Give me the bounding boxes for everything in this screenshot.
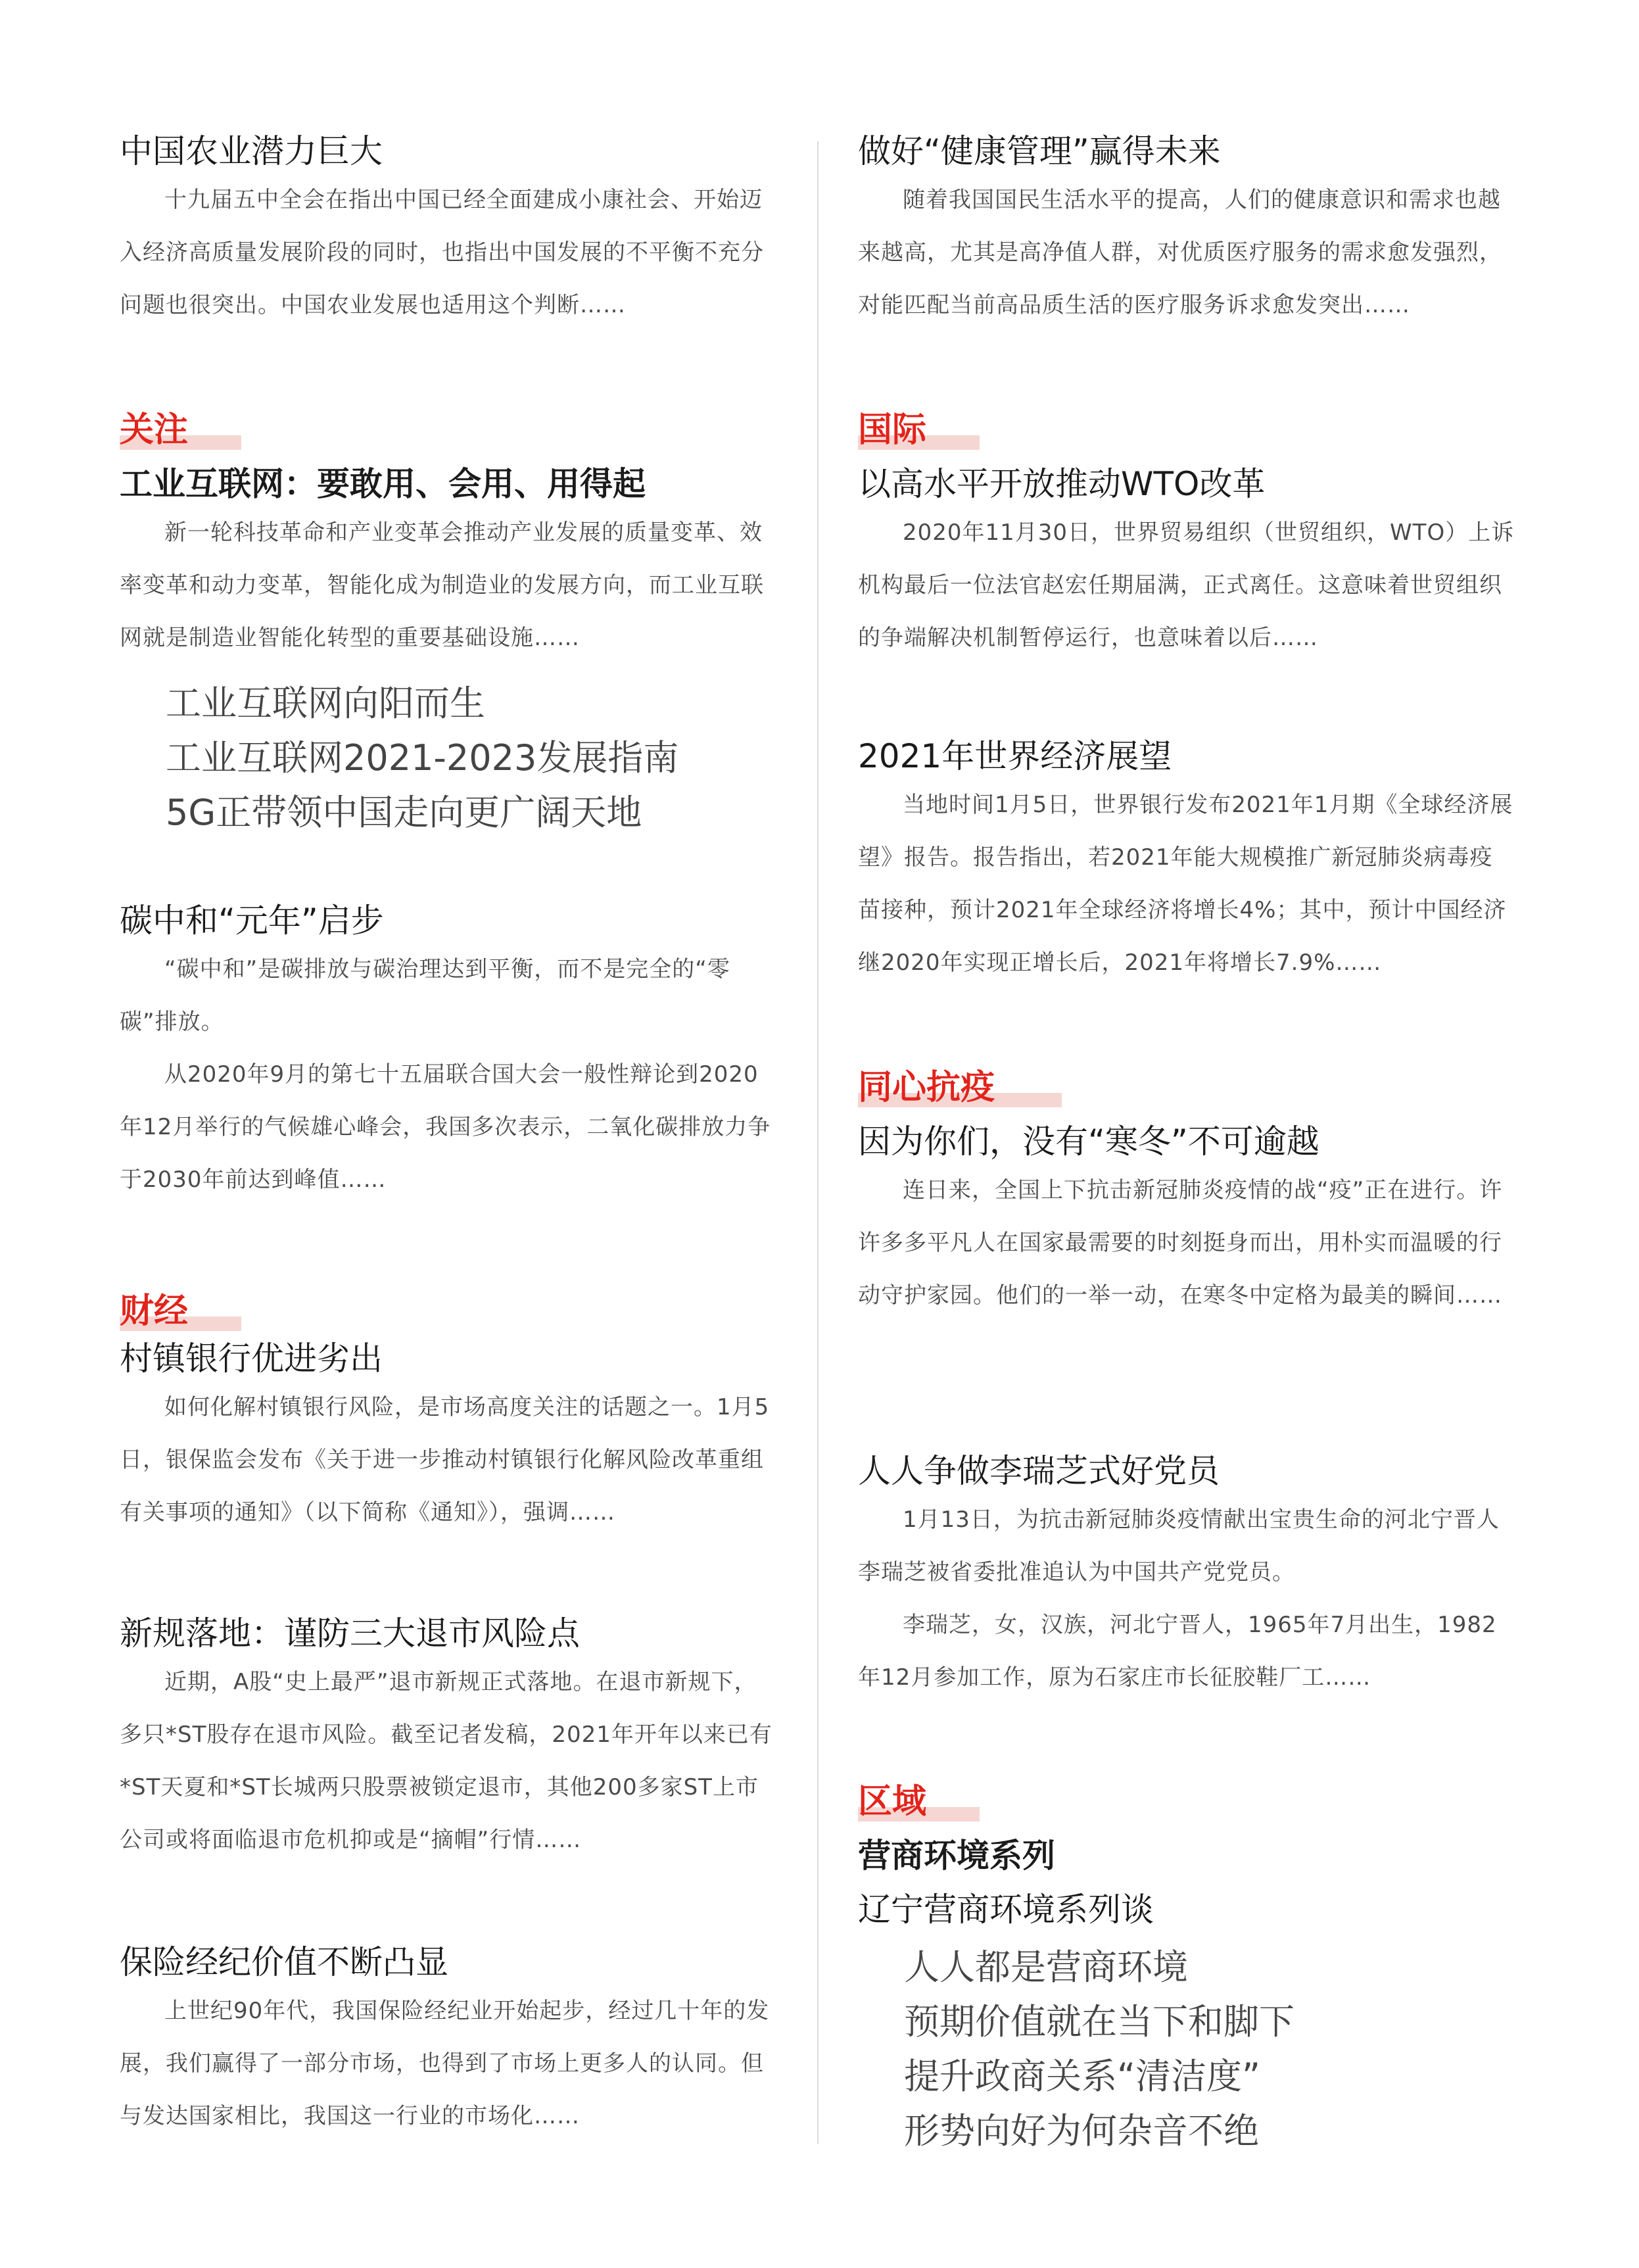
article-summary: 如何化解村镇银行风险，是市场高度关注的话题之一。1月5日，银保监会发布《关于进一步推动村镇银行化解风险改革重组有关事项的通知》（以下简称《通知》），强调…… (120, 1394, 770, 1526)
article-summary: 上世纪90年代，我国保险经纪业开始起步，经过几十年的发展，我们赢得了一部分市场，也得到了市场上更多人的认同。但与发达国家相比，我国这一行业的市场化…… (120, 1998, 770, 2129)
article-title[interactable]: 中国农业潜力巨大 (120, 132, 383, 170)
section-tongxin (858, 1067, 1515, 1322)
article-delisting[interactable] (120, 1612, 777, 1866)
article-agriculture[interactable] (120, 130, 777, 331)
article-insurance[interactable] (120, 1941, 777, 2142)
article-title[interactable]: 工业互联网：要敢用、会用、用得起 (120, 465, 646, 503)
section-guanzhu (120, 409, 777, 840)
section-guoji (858, 409, 1515, 664)
article-summary: 当地时间1月5日，世界银行发布2021年1月期《全球经济展望》报告。报告指出，若2021年能大规模推广新冠肺炎病毒疫苗接种，预计2021年全球经济将增长4%；其中，预计中国经济继2020年实现正增长后，2021年将增长7.9%…… (858, 792, 1513, 976)
related-link[interactable]: 形势向好为何杂音不绝 (904, 2110, 1259, 2152)
related-link[interactable]: 5G正带领中国走向更广阔天地 (166, 792, 642, 833)
section-caijing (120, 1290, 777, 1539)
section-tag (858, 1781, 1515, 1823)
article-summary: “碳中和”是碳排放与碳治理达到平衡，而不是完全的“零碳”排放。 (120, 956, 730, 1035)
article-title[interactable]: 人人争做李瑞芝式好党员 (858, 1452, 1220, 1490)
section-tag-label: 财经 (120, 1291, 189, 1331)
article-title[interactable]: 新规落地：谨防三大退市风险点 (120, 1614, 580, 1653)
article-summary: 2020年11月30日，世界贸易组织（世贸组织，WTO）上诉机构最后一位法官赵宏任期届满，正式离任。这意味着世贸组织的争端解决机制暂停运行，也意味着以后…… (858, 519, 1515, 651)
article-title[interactable]: 保险经纪价值不断凸显 (120, 1943, 448, 1981)
article-title[interactable]: 2021年世界经济展望 (858, 737, 1172, 775)
article-summary: 1月13日，为抗击新冠肺炎疫情献出宝贵生命的河北宁晋人李瑞芝被省委批准追认为中国共产党党员。 (858, 1507, 1500, 1585)
article-title[interactable]: 因为你们，没有“寒冬”不可逾越 (858, 1122, 1319, 1161)
section-tag (120, 409, 777, 451)
article-summary: 十九届五中全会在指出中国已经全面建成小康社会、开始迈入经济高质量发展阶段的同时，也指出中国发展的不平衡不充分问题也很突出。中国农业发展也适用这个判断…… (120, 187, 764, 318)
article-summary: 从2020年9月的第七十五届联合国大会一般性辩论到2020年12月举行的气候雄心峰会，我国多次表示，二氧化碳排放力争于2030年前达到峰值…… (120, 1061, 771, 1193)
article-title[interactable]: 村镇银行优进劣出 (120, 1339, 383, 1378)
article-title[interactable]: 做好“健康管理”赢得未来 (858, 132, 1221, 170)
article-title[interactable]: 以高水平开放推动WTO改革 (858, 465, 1266, 503)
section-tag (858, 409, 1515, 451)
article-world-economy[interactable] (858, 735, 1515, 989)
article-summary: 近期，A股“史上最严”退市新规正式落地。在退市新规下，多只*ST股存在退市风险。截至记者发稿，2021年开年以来已有*ST天夏和*ST长城两只股票被锁定退市，其他200多家ST上市公司或将面临退市危机抑或是“摘帽”行情…… (120, 1669, 772, 1853)
related-links (120, 676, 777, 840)
series-title: 营商环境系列 (858, 1837, 1055, 1875)
article-summary: 连日来，全国上下抗击新冠肺炎疫情的战“疫”正在进行。许许多多平凡人在国家最需要的时刻挺身而出，用朴实而温暖的行动守护家园。他们的一举一动，在寒冬中定格为最美的瞬间…… (858, 1177, 1503, 1309)
article-li-ruizhi[interactable] (858, 1450, 1515, 1704)
section-tag (120, 1290, 777, 1332)
article-summary: 李瑞芝，女，汉族，河北宁晋人，1965年7月出生，1982年12月参加工作，原为石家庄市长征胶鞋厂工…… (858, 1612, 1497, 1691)
related-link[interactable]: 工业互联网2021-2023发展指南 (166, 737, 679, 779)
article-title[interactable]: 辽宁营商环境系列谈 (858, 1891, 1154, 1929)
article-summary: 随着我国国民生活水平的提高，人们的健康意识和需求也越来越高，尤其是高净值人群，对优质医疗服务的需求愈发强烈，对能匹配当前高品质生活的医疗服务诉求愈发突出…… (858, 187, 1502, 318)
column-divider (817, 141, 819, 2144)
section-tag-label: 关注 (120, 410, 189, 450)
section-quyu (858, 1781, 1515, 2158)
section-tag-label: 同心抗疫 (858, 1068, 995, 1107)
article-carbon-neutral[interactable] (120, 900, 777, 1206)
related-links (858, 1940, 1515, 2158)
related-link[interactable]: 提升政商关系“清洁度” (904, 2056, 1260, 2097)
article-summary: 新一轮科技革命和产业变革会推动产业发展的质量变革、效率变革和动力变革，智能化成为制造业的发展方向，而工业互联网就是制造业智能化转型的重要基础设施…… (120, 519, 764, 651)
related-link[interactable]: 人人都是营商环境 (904, 1946, 1188, 1988)
section-tag-label: 国际 (858, 410, 927, 450)
related-link[interactable]: 预期价值就在当下和脚下 (904, 2001, 1295, 2042)
article-health[interactable] (858, 130, 1515, 331)
article-title[interactable]: 碳中和“元年”启步 (120, 902, 384, 940)
section-tag-label: 区域 (858, 1782, 927, 1822)
related-link[interactable]: 工业互联网向阳而生 (166, 683, 485, 724)
section-tag (858, 1067, 1515, 1109)
